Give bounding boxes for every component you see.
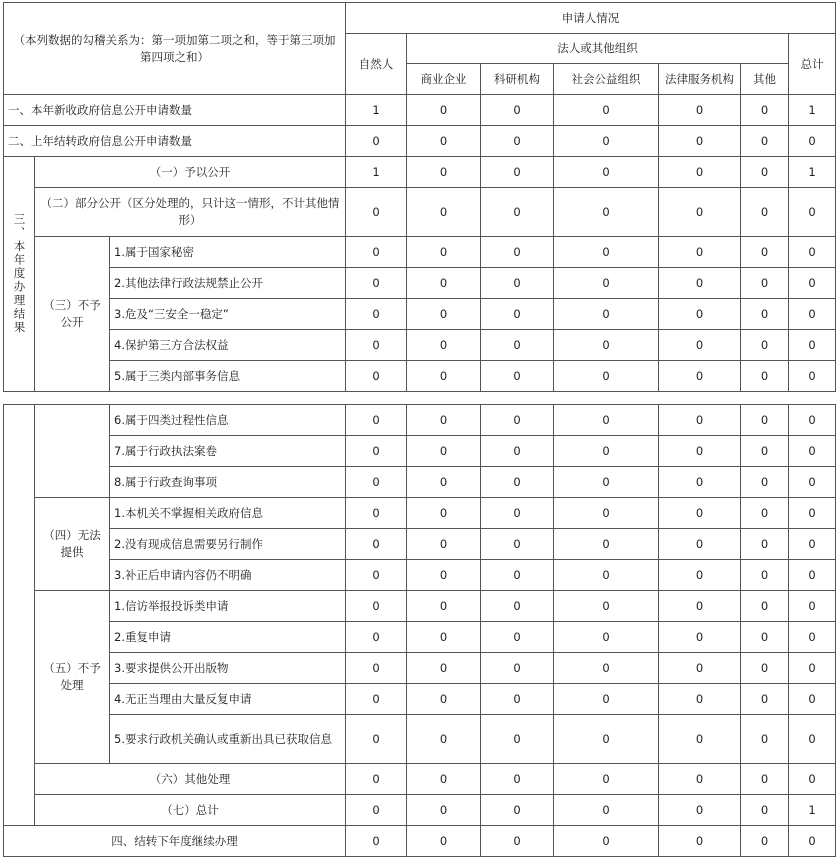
table-cell: 0 <box>407 268 481 299</box>
table-cell: 0 <box>407 653 481 684</box>
table-cell: 0 <box>554 268 659 299</box>
table-cell: 0 <box>346 330 407 361</box>
table-cell: 0 <box>741 560 789 591</box>
org-type-header: 科研机构 <box>481 64 554 95</box>
table-cell: 0 <box>659 268 741 299</box>
table-cell: 0 <box>407 467 481 498</box>
table-cell: 0 <box>481 684 554 715</box>
table-cell: 0 <box>554 95 659 126</box>
table-cell: 0 <box>554 622 659 653</box>
table-cell: 0 <box>346 299 407 330</box>
table-cell: 0 <box>741 715 789 764</box>
table-cell: 0 <box>481 826 554 857</box>
table-cell: 0 <box>659 299 741 330</box>
row-label: 2.没有现成信息需要另行制作 <box>110 529 346 560</box>
row-label: 3.补正后申请内容仍不明确 <box>110 560 346 591</box>
table-cell: 0 <box>741 436 789 467</box>
table-cell: 0 <box>789 330 836 361</box>
row-label: 2.重复申请 <box>110 622 346 653</box>
table-part-2 <box>3 404 836 857</box>
table-row <box>4 436 836 467</box>
table-cell: 0 <box>481 361 554 392</box>
row-label: 2.其他法律行政法规禁止公开 <box>110 268 346 299</box>
table-cell: 0 <box>554 330 659 361</box>
table-cell: 0 <box>741 268 789 299</box>
table-cell: 0 <box>346 188 407 237</box>
table-cell: 0 <box>407 95 481 126</box>
table-cell: 0 <box>789 188 836 237</box>
table-row <box>4 826 836 857</box>
table-row <box>4 126 836 157</box>
table-cell: 1 <box>346 95 407 126</box>
row-label: 3.要求提供公开出版物 <box>110 653 346 684</box>
table-cell: 0 <box>407 684 481 715</box>
table-row <box>4 622 836 653</box>
table-cell: 0 <box>741 653 789 684</box>
row-label: 4.无正当理由大量反复申请 <box>110 684 346 715</box>
table-cell: 0 <box>789 126 836 157</box>
table-cell: 0 <box>554 299 659 330</box>
table-row <box>4 330 836 361</box>
table-note: （本列数据的勾稽关系为：第一项加第二项之和，等于第三项加第四项之和） <box>4 3 346 95</box>
row-label: 3.危及“三安全一稳定” <box>110 299 346 330</box>
table-row <box>4 653 836 684</box>
table-cell: 0 <box>481 237 554 268</box>
table-part-1 <box>3 2 836 392</box>
row-label: （七）总计 <box>35 795 346 826</box>
table-cell: 0 <box>554 826 659 857</box>
row-label: 四、结转下年度继续办理 <box>4 826 346 857</box>
table-row <box>4 237 836 268</box>
table-cell: 0 <box>741 467 789 498</box>
row-label: 1.信访举报投诉类申请 <box>110 591 346 622</box>
table-cell: 0 <box>789 299 836 330</box>
table-cell: 0 <box>789 529 836 560</box>
table-row <box>4 591 836 622</box>
table-row <box>4 188 836 237</box>
table-cell: 0 <box>741 299 789 330</box>
table-cell: 0 <box>554 188 659 237</box>
total-header: 总计 <box>789 34 836 95</box>
table-cell: 1 <box>346 157 407 188</box>
no-process-label: （五）不予处理 <box>35 591 110 764</box>
row-label: 5.属于三类内部事务信息 <box>110 361 346 392</box>
table-cell: 0 <box>659 330 741 361</box>
table-cell: 0 <box>659 361 741 392</box>
row-label: 7.属于行政执法案卷 <box>110 436 346 467</box>
table-cell: 0 <box>407 498 481 529</box>
table-cell: 0 <box>346 591 407 622</box>
table-cell: 0 <box>346 715 407 764</box>
table-cell: 0 <box>407 764 481 795</box>
table-cell: 0 <box>554 405 659 436</box>
table-row <box>4 715 836 764</box>
table-cell: 0 <box>346 405 407 436</box>
table-cell: 0 <box>789 405 836 436</box>
table-cell: 0 <box>407 330 481 361</box>
table-cell: 0 <box>789 237 836 268</box>
table-cell: 0 <box>407 529 481 560</box>
table-cell: 0 <box>481 764 554 795</box>
org-type-header: 其他 <box>741 64 789 95</box>
table-cell: 0 <box>789 622 836 653</box>
applicant-header: 申请人情况 <box>346 3 836 34</box>
table-row <box>4 467 836 498</box>
table-cell: 0 <box>481 653 554 684</box>
table-cell: 0 <box>346 436 407 467</box>
table-cell: 0 <box>554 795 659 826</box>
cannot-provide-label: （四）无法提供 <box>35 498 110 591</box>
table-cell: 0 <box>659 467 741 498</box>
table-cell: 0 <box>659 498 741 529</box>
table-cell: 0 <box>554 361 659 392</box>
row-label: （六）其他处理 <box>35 764 346 795</box>
table-cell: 0 <box>554 653 659 684</box>
table-cell: 0 <box>407 299 481 330</box>
row-label: 1.本机关不掌握相关政府信息 <box>110 498 346 529</box>
table-cell: 0 <box>741 330 789 361</box>
table-cell: 0 <box>741 684 789 715</box>
table-row <box>4 560 836 591</box>
table-cell: 0 <box>346 560 407 591</box>
table-row <box>4 268 836 299</box>
table-cell: 0 <box>741 126 789 157</box>
table-cell: 0 <box>481 560 554 591</box>
table-cell: 0 <box>481 498 554 529</box>
table-cell: 0 <box>346 498 407 529</box>
table-cell: 0 <box>659 157 741 188</box>
table-cell: 0 <box>346 622 407 653</box>
table-cell: 0 <box>789 361 836 392</box>
table-cell: 0 <box>554 715 659 764</box>
natural-person-header: 自然人 <box>346 34 407 95</box>
table-row <box>4 157 836 188</box>
table-cell: 0 <box>481 436 554 467</box>
table-cell: 0 <box>481 268 554 299</box>
org-type-header: 社会公益组织 <box>554 64 659 95</box>
table-cell: 0 <box>346 237 407 268</box>
table-cell: 0 <box>659 826 741 857</box>
table-cell: 0 <box>407 361 481 392</box>
table-cell: 0 <box>407 826 481 857</box>
section-3-label: 三、本年度办理结果 <box>4 157 35 392</box>
table-cell: 0 <box>659 188 741 237</box>
table-cell: 0 <box>481 299 554 330</box>
table-cell: 0 <box>741 361 789 392</box>
table-cell: 0 <box>407 126 481 157</box>
table-cell: 0 <box>554 591 659 622</box>
table-row <box>4 95 836 126</box>
table-cell: 0 <box>346 467 407 498</box>
table-cell: 0 <box>346 764 407 795</box>
table-cell: 0 <box>741 795 789 826</box>
table-cell: 0 <box>481 405 554 436</box>
table-cell: 0 <box>346 826 407 857</box>
table-row <box>4 498 836 529</box>
table-cell: 0 <box>481 330 554 361</box>
org-type-header: 法律服务机构 <box>659 64 741 95</box>
table-cell: 0 <box>789 591 836 622</box>
table-cell: 0 <box>659 591 741 622</box>
table-cell: 0 <box>481 188 554 237</box>
table-cell: 0 <box>659 95 741 126</box>
org-type-header: 商业企业 <box>407 64 481 95</box>
table-cell: 0 <box>659 126 741 157</box>
table-row <box>4 361 836 392</box>
table-row <box>4 299 836 330</box>
table-cell: 0 <box>659 237 741 268</box>
table-cell: 0 <box>741 237 789 268</box>
row-label: （一）予以公开 <box>35 157 346 188</box>
table-cell: 0 <box>741 498 789 529</box>
table-cell: 0 <box>407 405 481 436</box>
row-label: 8.属于行政查询事项 <box>110 467 346 498</box>
table-cell: 0 <box>741 622 789 653</box>
table-cell: 0 <box>659 436 741 467</box>
table-cell: 0 <box>554 529 659 560</box>
row-label: 一、本年新收政府信息公开申请数量 <box>4 95 346 126</box>
table-cell: 0 <box>407 715 481 764</box>
table-cell: 0 <box>481 795 554 826</box>
table-cell: 0 <box>407 436 481 467</box>
table-row <box>4 529 836 560</box>
table-cell: 1 <box>789 795 836 826</box>
table-row <box>4 684 836 715</box>
table-cell: 0 <box>346 126 407 157</box>
table-cell: 0 <box>554 157 659 188</box>
table-cell: 0 <box>741 188 789 237</box>
row-label: 4.保护第三方合法权益 <box>110 330 346 361</box>
table-cell: 1 <box>789 157 836 188</box>
table-cell: 0 <box>407 622 481 653</box>
table-cell: 0 <box>659 653 741 684</box>
table-row <box>4 405 836 436</box>
table-cell: 0 <box>741 157 789 188</box>
table-cell: 0 <box>659 622 741 653</box>
legal-entity-header: 法人或其他组织 <box>407 34 789 64</box>
table-cell: 0 <box>789 560 836 591</box>
table-cell: 0 <box>659 560 741 591</box>
table-cell: 0 <box>481 529 554 560</box>
table-cell: 0 <box>659 405 741 436</box>
table-cell: 0 <box>789 467 836 498</box>
table-cell: 0 <box>659 529 741 560</box>
table-cell: 0 <box>659 764 741 795</box>
row-label: 5.要求行政机关确认或重新出具已获取信息 <box>110 715 346 764</box>
table-cell: 0 <box>789 764 836 795</box>
table-cell: 0 <box>741 95 789 126</box>
table-cell: 0 <box>741 764 789 795</box>
table-cell: 0 <box>659 795 741 826</box>
table-cell: 0 <box>554 467 659 498</box>
table-cell: 0 <box>554 684 659 715</box>
table-cell: 0 <box>346 795 407 826</box>
row-label: 二、上年结转政府信息公开申请数量 <box>4 126 346 157</box>
table-cell: 0 <box>407 237 481 268</box>
row-label: 1.属于国家秘密 <box>110 237 346 268</box>
table-cell: 0 <box>346 684 407 715</box>
table-cell: 0 <box>481 126 554 157</box>
table-cell: 0 <box>407 591 481 622</box>
table-cell: 0 <box>554 498 659 529</box>
table-cell: 0 <box>554 126 659 157</box>
table-cell: 0 <box>789 498 836 529</box>
row-label: （二）部分公开（区分处理的，只计这一情形，不计其他情形） <box>35 188 346 237</box>
table-cell: 0 <box>554 237 659 268</box>
table-row <box>4 764 836 795</box>
not-open-continued <box>35 405 110 498</box>
table-cell: 0 <box>346 268 407 299</box>
table-cell: 1 <box>789 95 836 126</box>
table-cell: 0 <box>346 529 407 560</box>
table-cell: 0 <box>741 405 789 436</box>
table-cell: 0 <box>346 653 407 684</box>
table-cell: 0 <box>659 684 741 715</box>
table-cell: 0 <box>741 591 789 622</box>
table-cell: 0 <box>789 826 836 857</box>
table-cell: 0 <box>481 467 554 498</box>
table-cell: 0 <box>407 560 481 591</box>
table-cell: 0 <box>481 95 554 126</box>
table-cell: 0 <box>659 715 741 764</box>
table-cell: 0 <box>346 361 407 392</box>
not-open-label: （三）不予公开 <box>35 237 110 392</box>
table-cell: 0 <box>407 188 481 237</box>
table-cell: 0 <box>554 560 659 591</box>
table-cell: 0 <box>481 157 554 188</box>
table-cell: 0 <box>789 715 836 764</box>
table-cell: 0 <box>407 795 481 826</box>
table-cell: 0 <box>789 268 836 299</box>
table-cell: 0 <box>789 653 836 684</box>
row-label: 6.属于四类过程性信息 <box>110 405 346 436</box>
table-cell: 0 <box>481 591 554 622</box>
table-row <box>4 795 836 826</box>
section-3-continued <box>4 405 35 826</box>
table-cell: 0 <box>741 826 789 857</box>
table-cell: 0 <box>554 764 659 795</box>
table-cell: 0 <box>481 622 554 653</box>
table-cell: 0 <box>554 436 659 467</box>
table-cell: 0 <box>481 715 554 764</box>
table-cell: 0 <box>789 436 836 467</box>
table-cell: 0 <box>741 529 789 560</box>
table-cell: 0 <box>407 157 481 188</box>
table-cell: 0 <box>789 684 836 715</box>
